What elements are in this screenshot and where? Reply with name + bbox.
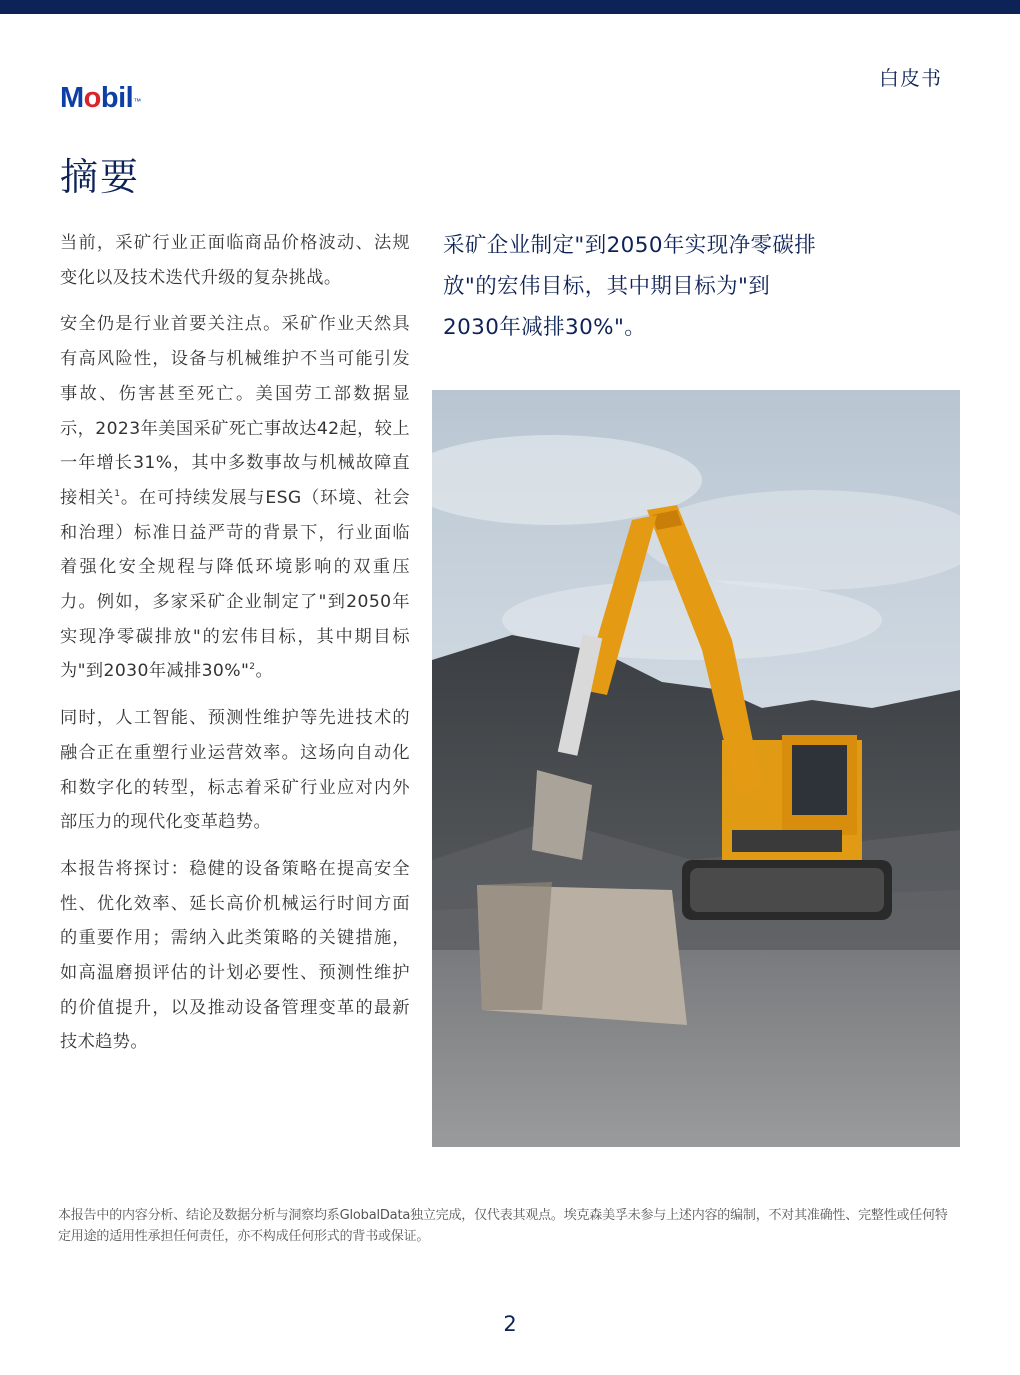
disclaimer-footnote: 本报告中的内容分析、结论及数据分析与洞察均系GlobalData独立完成，仅代表其观点。埃克森美孚未参与上述内容的编制，不对其准确性、完整性或任何特定用途的适用性承担任何责任，亦不构成任何形式的背书或保证。 — [58, 1208, 948, 1244]
paragraph-1: 当前，采矿行业正面临商品价格波动、法规变化以及技术迭代升级的复杂挑战。 — [60, 233, 410, 288]
paragraph-2: 安全仍是行业首要关注点。采矿作业天然具有高风险性，设备与机械维护不当可能引发事故、伤害甚至死亡。美国劳工部数据显示，2023年美国采矿死亡事故达42起，较上一年增长31%，其中多数事故与机械故障直接相关$^1$。在可持续发展与ESG（环境、社会和治理）标准日益严苛的背景下，行业面临着强化安全规程与降低环境影响的双重压力。例如，多家采矿企业制定了"到2050年实现净零碳排放"的宏伟目标，其中期目标为"到2030年减排30%"$^2$。 — [60, 314, 411, 682]
footnote-ref-2: 2 — [249, 662, 256, 673]
body-text-column — [60, 226, 410, 1072]
page-number: 2 — [503, 1312, 517, 1336]
mobil-logo: Mobil™ — [60, 82, 141, 114]
paragraph-3: 同时，人工智能、预测性维护等先进技术的融合正在重塑行业运营效率。这场向自动化和数字化的转型，标志着采矿行业应对内外部压力的现代化变革趋势。 — [60, 708, 410, 833]
document-type-label: 白皮书 — [879, 66, 942, 90]
page-title: 摘要 — [60, 155, 141, 199]
footnote-ref-1: 1 — [114, 488, 121, 499]
top-bar — [0, 0, 1020, 14]
paragraph-4: 本报告将探讨：稳健的设备策略在提高安全性、优化效率、延长高价机械运行时间方面的重要作用；需纳入此类策略的关键措施，如高温磨损评估的计划必要性、预测性维护的价值提升，以及推动设备管理变革的最新技术趋势。 — [60, 858, 410, 1053]
excavator-photo — [432, 390, 960, 1147]
pull-quote: 采矿企业制定"到2050年实现净零碳排放"的宏伟目标，其中期目标为"到2030年减排30%"。 — [443, 233, 817, 340]
